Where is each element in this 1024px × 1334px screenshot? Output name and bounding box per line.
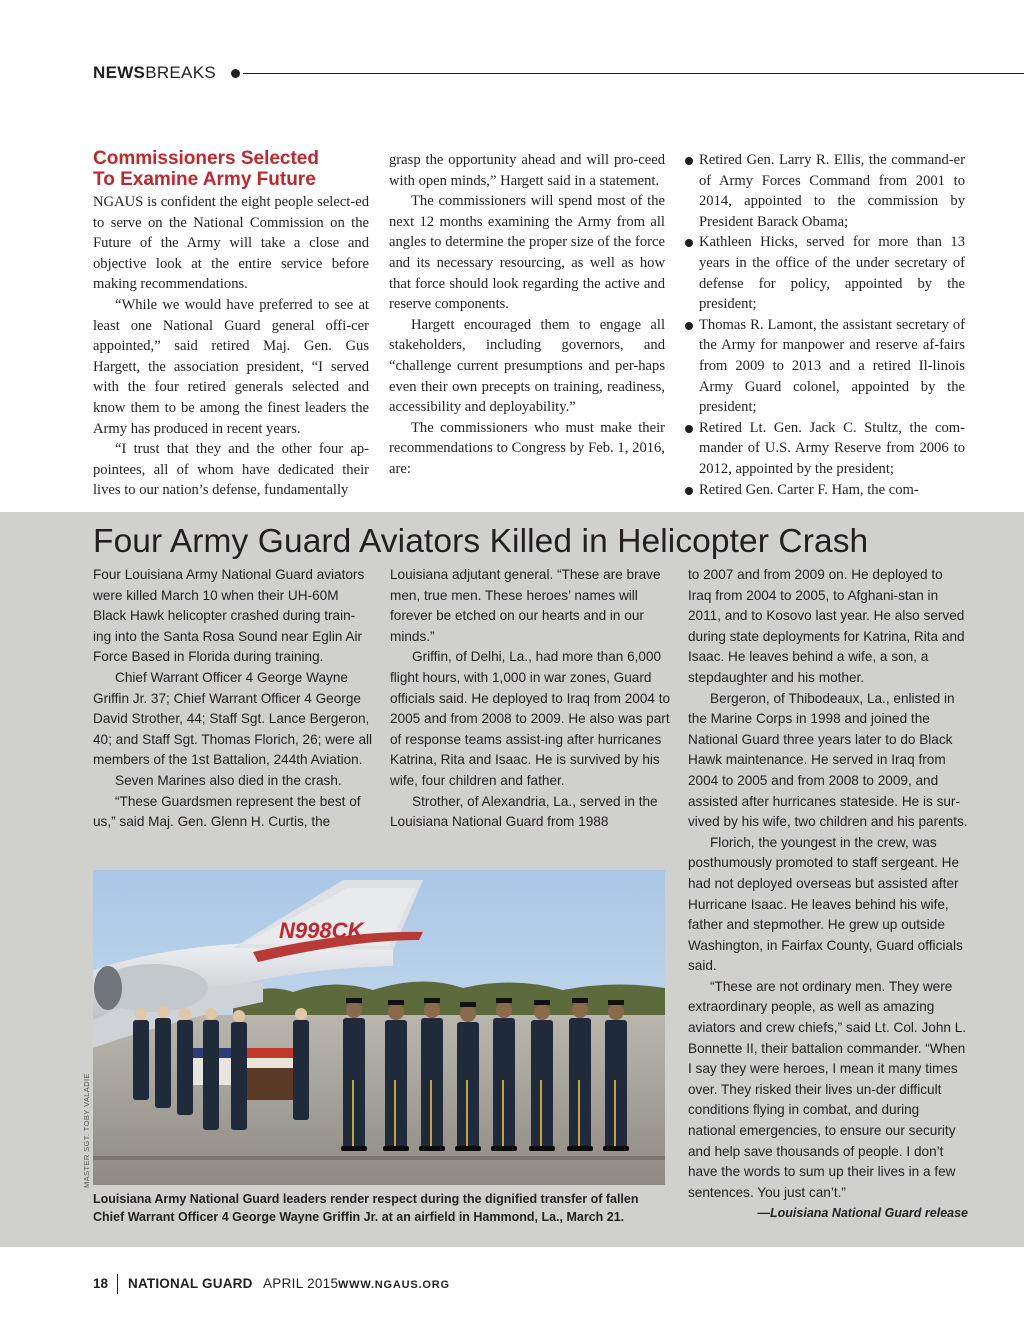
section-title-bold: NEWS: [93, 63, 146, 82]
commissioners-headline: [93, 148, 369, 190]
paragraph: Florich, the youngest in the crew, was posthumously promoted to staff sergeant. He had not deployed overseas but assisted after Hurricane Isaac. He leaves behind his wife, father and stepmother. He grew up outside Washington, in Fairfax County, Guard officials said.: [688, 834, 963, 974]
ceremony-photo-illustration: [93, 870, 665, 1185]
paragraph: Chief Warrant Officer 4 George Wayne Griffin Jr. 37; Chief Warrant Officer 4 George David Strother, 44; Staff Sgt. Lance Bergeron, 40; and Staff Sgt. Thomas Florich, 26; were all members of the 1st Battalion, 244th Aviation.: [93, 669, 373, 768]
paragraph: Griffin, of Delhi, La., had more than 6,000 flight hours, with 1,000 in war zones, Guard officials said. He deployed to Iraq from 2004 to 2005 and from 2008 to 2009. He also was part of response teams assist-ing after hurricanes Katrina, Rita and Isaac. He is survived by his wife, four children and father.: [390, 649, 671, 788]
header-dot: [231, 69, 240, 78]
commissioners-headline-line-2: To Examine Army Future: [93, 169, 316, 190]
paragraph: to 2007 and from 2009 on. He deployed to Iraq from 2004 to 2005, to Afghani-stan in 2011, and to Kosovo last year. He also served during state deployments for Katrina, Rita and Isaac. He leaves behind a wife, a son, a stepdaughter and his mother.: [688, 567, 965, 685]
header-rule: [243, 73, 1024, 74]
paragraph: Louisiana adjutant general. “These are brave men, true men. These heroes’ names will forever be etched on our hearts and in our minds.”: [390, 567, 661, 644]
paragraph: “While we would have preferred to see at least one National Guard general offi-cer appointed,” said retired Maj. Gen. Gus Hargett, the association president, “I served with the four retired generals selected and know them to be among the finest leaders the Army has produced in recent years.: [93, 296, 369, 437]
paragraph: The commissioners will spend most of the next 12 months examining the Army from all angles to determine the proper size of the force and its necessary resourcing, as well as how that force should look regarding the active and reserve components.: [389, 193, 665, 313]
list-item: Retired Gen. Larry R. Ellis, the command-er of Army Forces Command from 2001 to 2014, appointed to the commission by President Barack Obama;: [685, 150, 965, 232]
list-item: Kathleen Hicks, served for more than 13 years in the office of the under secretary of defense for policy, appointed by the president;: [685, 232, 965, 314]
commissioners-column-1: [93, 148, 369, 501]
commissioners-article: [93, 148, 965, 503]
page-number: 18: [93, 1276, 109, 1291]
paragraph: Strother, of Alexandria, La., served in the Louisiana National Guard from 1988: [390, 793, 658, 830]
paragraph: “These Guardsmen represent the best of us,” said Maj. Gen. Glenn H. Curtis, the: [93, 793, 361, 830]
photo-caption: Louisiana Army National Guard leaders render respect during the dignified transfer of fallen Chief Warrant Officer 4 George Wayne Griffin Jr. at an airfield in Hammond, La., March 21.: [93, 1192, 639, 1224]
commissioners-column-3: [685, 150, 965, 500]
section-title-light: BREAKS: [145, 63, 216, 82]
paragraph: Seven Marines also died in the crash.: [115, 772, 342, 788]
crash-headline: Four Army Guard Aviators Killed in Helicopter Crash: [93, 523, 869, 560]
ceremony-photo: [93, 870, 665, 1185]
section-header: [93, 62, 1024, 84]
commissioners-headline-line-1: Commissioners Selected: [93, 148, 319, 169]
section-title: [93, 62, 216, 84]
paragraph: grasp the opportunity ahead and will pro-ceed with open minds,” Hargett said in a statement.: [389, 152, 665, 189]
list-item: Retired Lt. Gen. Jack C. Stultz, the com-mander of U.S. Army Reserve from 2006 to 2012, appointed by the president;: [685, 418, 965, 480]
crash-column-2: [390, 565, 672, 833]
paragraph: Hargett encouraged them to engage all stakeholders, including governors, and “challenge current presumptions and per-haps even their own precepts on training, readiness, accessibility and deployability.”: [389, 316, 665, 416]
magazine-name: NATIONAL GUARD: [128, 1276, 253, 1291]
crash-column-1: [93, 565, 373, 833]
crash-column-3: [688, 565, 968, 1224]
commissioner-list: [685, 150, 965, 500]
paragraph: Four Louisiana Army National Guard aviators were killed March 10 when their UH-60M Black Hawk helicopter crashed during train-ing into the Santa Rosa Sound near Eglin Air Force Based in Florida during training.: [93, 567, 365, 665]
paragraph: Bergeron, of Thibodeaux, La., enlisted in the Marine Corps in 1998 and joined the National Guard three years later to do Black Hawk maintenance. He served in Iraq from 2004 to 2005 and from 2008 to 2009, and assisted after hurricanes stateside. He is sur-vived by his wife, two children and his parents.: [688, 690, 968, 830]
commissioners-column-2: [389, 150, 665, 480]
paragraph: The commissioners who must make their recommendations to Congress by Feb. 1, 2016, are:: [389, 419, 665, 477]
issue-date: APRIL 2015: [263, 1276, 339, 1291]
tail-number: N998CK: [279, 918, 364, 943]
list-item: Thomas R. Lamont, the assistant secretary of the Army for manpower and reserve af-fairs from 2009 to 2013 and a retired Il-linois Army Guard colonel, appointed by the president;: [685, 315, 965, 418]
paragraph: “These are not ordinary men. They were extraordinary people, as well as amazing aviators and crew chiefs,” said Lt. Col. John L. Bonnette II, their battalion commander. “When I say they were heroes, I mean it many times over. They risked their lives un-der difficult conditions flying in combat, and during national emergencies, to ensure our security and help save thousands of people. I don’t have the words to sum up their lives in a few sentences. You just can’t.”: [688, 978, 967, 1200]
release-credit: —Louisiana National Guard release: [757, 1206, 968, 1221]
website-link[interactable]: WWW.NGAUS.ORG: [338, 1279, 450, 1291]
paragraph: NGAUS is confident the eight people select-ed to serve on the National Commission on the Future of the Army will take a close and objective look at the entire service before making recommendations.: [93, 194, 369, 293]
footer-divider: [117, 1274, 118, 1294]
photo-credit: MASTER SGT. TOBY VALADIE: [82, 1073, 91, 1188]
list-item: Retired Gen. Carter F. Ham, the com-: [685, 480, 965, 501]
paragraph: “I trust that they and the other four ap-pointees, all of whom have dedicated their lives to our nation’s defense, fundamentally: [93, 441, 369, 499]
